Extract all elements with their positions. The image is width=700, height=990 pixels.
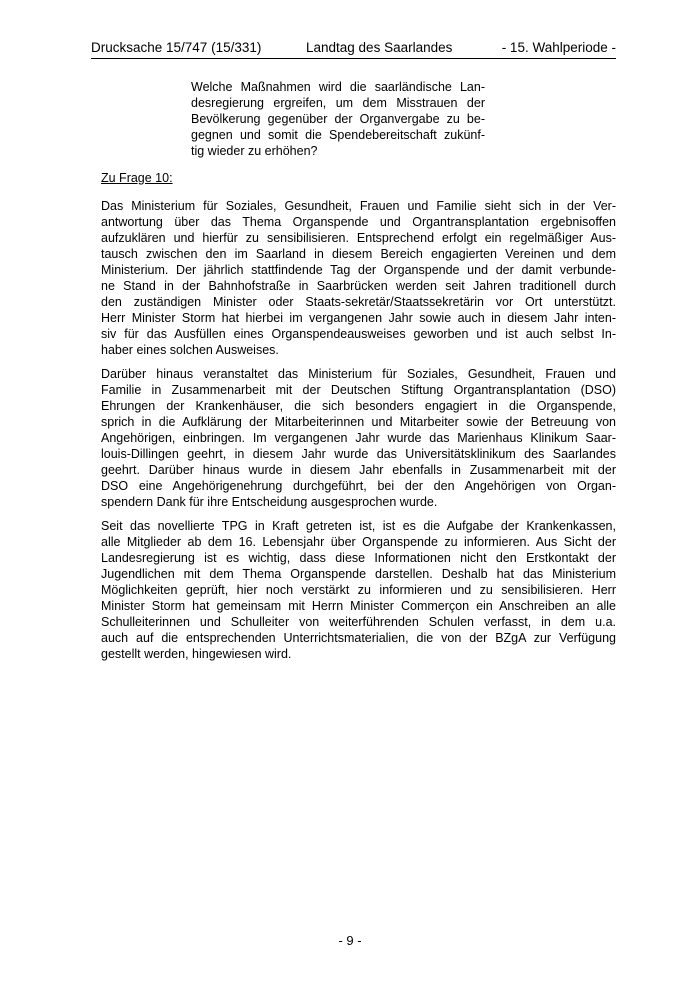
- answer-paragraph: [101, 518, 616, 662]
- paragraph-line: DSO eine Angehörigenehrung durchgeführt, bei der den Angehörigen von Organ-: [101, 479, 616, 493]
- paragraph-line: Angehörigen, einbringen. Im vergangenen Jahr wurde das Marienhaus Klinikum Saar-: [101, 431, 616, 445]
- paragraph-line: louis-Dillingen geehrt, in diesem Jahr wurde das Universitätsklinikum des Saarlandes: [101, 447, 616, 461]
- paragraph-line: tausch zwischen den im Saarland in diesem Bereich engagierten Vereinen und dem: [101, 247, 616, 261]
- paragraph-line: Ministerium. Der jährlich stattfindende Tag der Organspende und der damit verbunde-: [101, 263, 616, 277]
- paragraph-line: Herr Minister Storm hat hierbei im vergangenen Jahr sowie auch in diesem Jahr inten-: [101, 311, 616, 325]
- page-number: - 9 -: [338, 933, 362, 948]
- legislative-period: - 15. Wahlperiode -: [501, 40, 616, 55]
- paragraph-line: Landesregierung ist es wichtig, dass diese Informationen nicht den Erstkontakt der: [101, 551, 616, 565]
- paragraph-line: den zuständigen Minister oder Staats-sekretär/Staatssekretärin vor Ort unterstützt.: [101, 295, 616, 309]
- paragraph-line: Minister Storm hat gemeinsam mit Herrn Minister Commerçon ein Anschreiben an alle: [101, 599, 616, 613]
- question-line: gegnen und somit die Spendebereitschaft zukünf-: [191, 128, 485, 142]
- question-line: tig wieder zu erhöhen?: [191, 144, 318, 158]
- paragraph-line: Das Ministerium für Soziales, Gesundheit, Frauen und Familie sieht sich in der Ver-: [101, 199, 616, 213]
- paragraph-line: siv für das Ausfüllen eines Organspendeausweises geworben und ist auch selbst In-: [101, 327, 616, 341]
- answer-paragraph: [101, 198, 616, 358]
- paragraph-line: auch auf die entsprechenden Unterrichtsmaterialien, die von der BZgA zur Verfügung: [101, 631, 616, 645]
- paragraph-line: gestellt werden, hingewiesen wird.: [101, 647, 292, 661]
- paragraph-line: antwortung über das Thema Organspende und Organtransplantation ergebnisoffen: [101, 215, 616, 229]
- question-text: [191, 79, 485, 159]
- paragraph-line: haber eines solchen Ausweises.: [101, 343, 279, 357]
- question-line: Bevölkerung gegenüber der Organvergabe zu be-: [191, 112, 485, 126]
- paragraph-line: Ehrungen der Krankenhäuser, die sich besonders engagiert in die Organspende,: [101, 399, 616, 413]
- paragraph-line: ne Stand in der Bahnhofstraße in Saarbrücken werden seit Jahren traditionell durch: [101, 279, 616, 293]
- answer-heading: Zu Frage 10:: [101, 171, 173, 185]
- paragraph-line: alle Mitglieder ab dem 16. Lebensjahr über Organspende zu informieren. Aus Sicht der: [101, 535, 616, 549]
- paragraph-line: geehrt. Darüber hinaus wurde in diesem Jahr ebenfalls in Zusammenarbeit mit der: [101, 463, 616, 477]
- question-line: Welche Maßnahmen wird die saarländische Lan-: [191, 80, 485, 94]
- parliament-name: Landtag des Saarlandes: [306, 40, 453, 55]
- paragraph-line: spendern Dank für ihre Entscheidung ausgesprochen wurde.: [101, 495, 438, 509]
- paragraph-line: Familie in Zusammenarbeit mit der Deutschen Stiftung Organtransplantation (DSO): [101, 383, 616, 397]
- document-number: Drucksache 15/747 (15/331): [91, 40, 262, 55]
- paragraph-line: aufzuklären und hierfür zu sensibilisieren. Entsprechend erfolgt ein regelmäßiger Aus-: [101, 231, 616, 245]
- paragraph-line: Jugendlichen mit dem Thema Organspende darstellen. Deshalb hat das Ministerium: [101, 567, 616, 581]
- paragraph-line: Darüber hinaus veranstaltet das Ministerium für Soziales, Gesundheit, Frauen und: [101, 367, 616, 381]
- paragraph-line: sprich in die Aufklärung der Mitarbeiterinnen und Mitarbeiter sowie der Betreuung von: [101, 415, 616, 429]
- paragraph-line: Möglichkeiten geprüft, hier noch verstärkt zu informieren und zu sensibilisieren. Herr: [101, 583, 616, 597]
- answer-paragraph: [101, 366, 616, 510]
- paragraph-line: Schulleiterinnen und Schulleiter von weiterführenden Schulen verfasst, in dem u.a.: [101, 615, 616, 629]
- page-header: [91, 38, 616, 59]
- paragraph-line: Seit das novellierte TPG in Kraft getreten ist, ist es die Aufgabe der Krankenkassen,: [101, 519, 616, 533]
- question-line: desregierung ergreifen, um dem Misstrauen der: [191, 96, 485, 110]
